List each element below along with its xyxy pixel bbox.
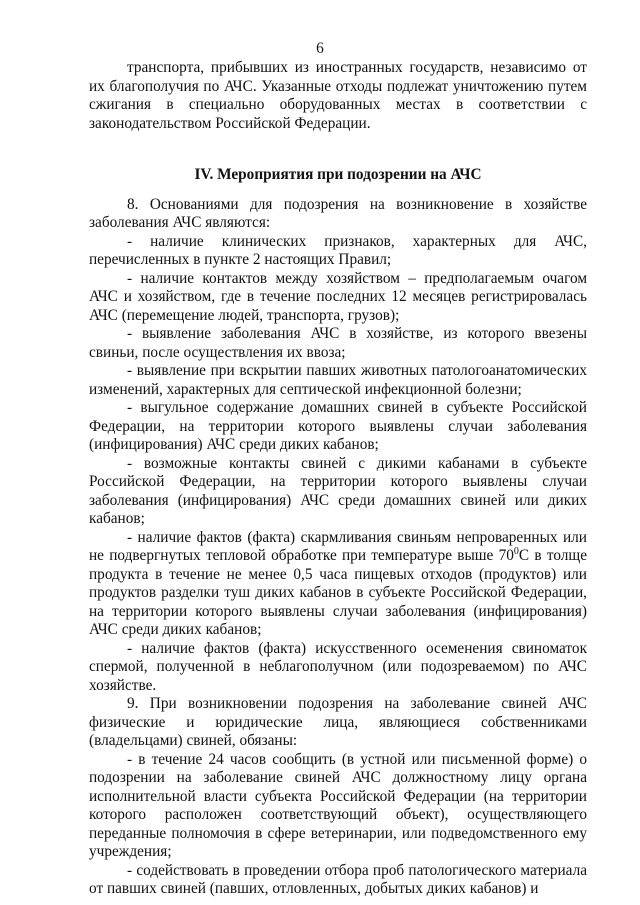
- paragraph-8-intro: 8. Основаниями для подозрения на возникновение в хозяйстве заболевания АЧС являются:: [89, 195, 587, 231]
- section-heading: IV. Мероприятия при подозрении на АЧС: [194, 166, 482, 183]
- paragraph-8-item: - выявление заболевания АЧС в хозяйстве, из которого ввезены свиньи, после осуществления их ввоза;: [89, 325, 587, 361]
- degree-superscript: 0: [513, 545, 519, 557]
- page-number: 6: [316, 40, 324, 57]
- paragraph-8-item: - наличие контактов между хозяйством – предполагаемым очагом АЧС и хозяйством, где в течение последних 12 месяцев регистрировалась АЧС (перемещение людей, транспорта, грузов);: [89, 269, 587, 324]
- paragraph-8-item-heat-treatment: [89, 529, 587, 640]
- paragraph-8-item: - выгульное содержание домашних свиней в субъекте Российской Федерации, на территории которого выявлены случаи заболевания (инфицирования) АЧС среди диких кабанов;: [89, 399, 587, 453]
- document-body: [89, 59, 587, 899]
- paragraph-8-item: - наличие фактов (факта) искусственного осеменения свиноматок спермой, полученной в неблагополучном (или подозреваемом) по АЧС хозяйстве.: [89, 639, 587, 694]
- paragraph-8-item: - возможные контакты свиней с дикими кабанами в субъекте Российской Федерации, на территории которого выявлены случаи заболевания (инфицирования) АЧС среди домашних свиней или диких кабанов;: [89, 454, 587, 527]
- paragraph-9-item: - содействовать в проведении отбора проб патологического материала от павших свиней (павших, отловленных, добытых диких кабанов) и: [89, 861, 587, 897]
- intro-paragraph: транспорта, прибывших из иностранных государств, независимо от их благополучия по АЧС. Указанные отходы подлежат уничтожению путем сжигания в специально оборудованных местах в соответствии с законодательством Российской Федерации.: [89, 59, 587, 132]
- paragraph-8-item: - выявление при вскрытии павших животных патологоанатомических изменений, характерных для септической инфекционной болезни;: [89, 362, 587, 398]
- paragraph-9-intro: 9. При возникновении подозрения на заболевание свиней АЧС физические и юридические лица, являющиеся собственниками (владельцами) свиней, обязаны:: [89, 695, 587, 749]
- heat-text-before: - наличие фактов (факта) скармливания свиньям непроваренных или не подвергнутых тепловой обработке при температуре выше 70: [89, 528, 587, 564]
- paragraph-8-item: - наличие клинических признаков, характерных для АЧС, перечисленных в пункте 2 настоящих Правил;: [89, 232, 587, 268]
- heat-text-after: С в толще продукта в течение не менее 0,5 часа пищевых отходов (продуктов) или продуктов разделки туш диких кабанов в субъекте Российской Федерации, на территории которого выявлены случаи заболевания (инфицирования) АЧС среди диких кабанов;: [89, 547, 587, 638]
- paragraph-9-item: - в течение 24 часов сообщить (в устной или письменной форме) о подозрении на заболевание свиней АЧС должностному лицу органа исполнительной власти субъекта Российской Федерации (на территории которого расположен соответствующий объект), осуществляющего переданные полномочия в сфере ветеринарии, или подведомственного ему учреждения;: [89, 750, 587, 860]
